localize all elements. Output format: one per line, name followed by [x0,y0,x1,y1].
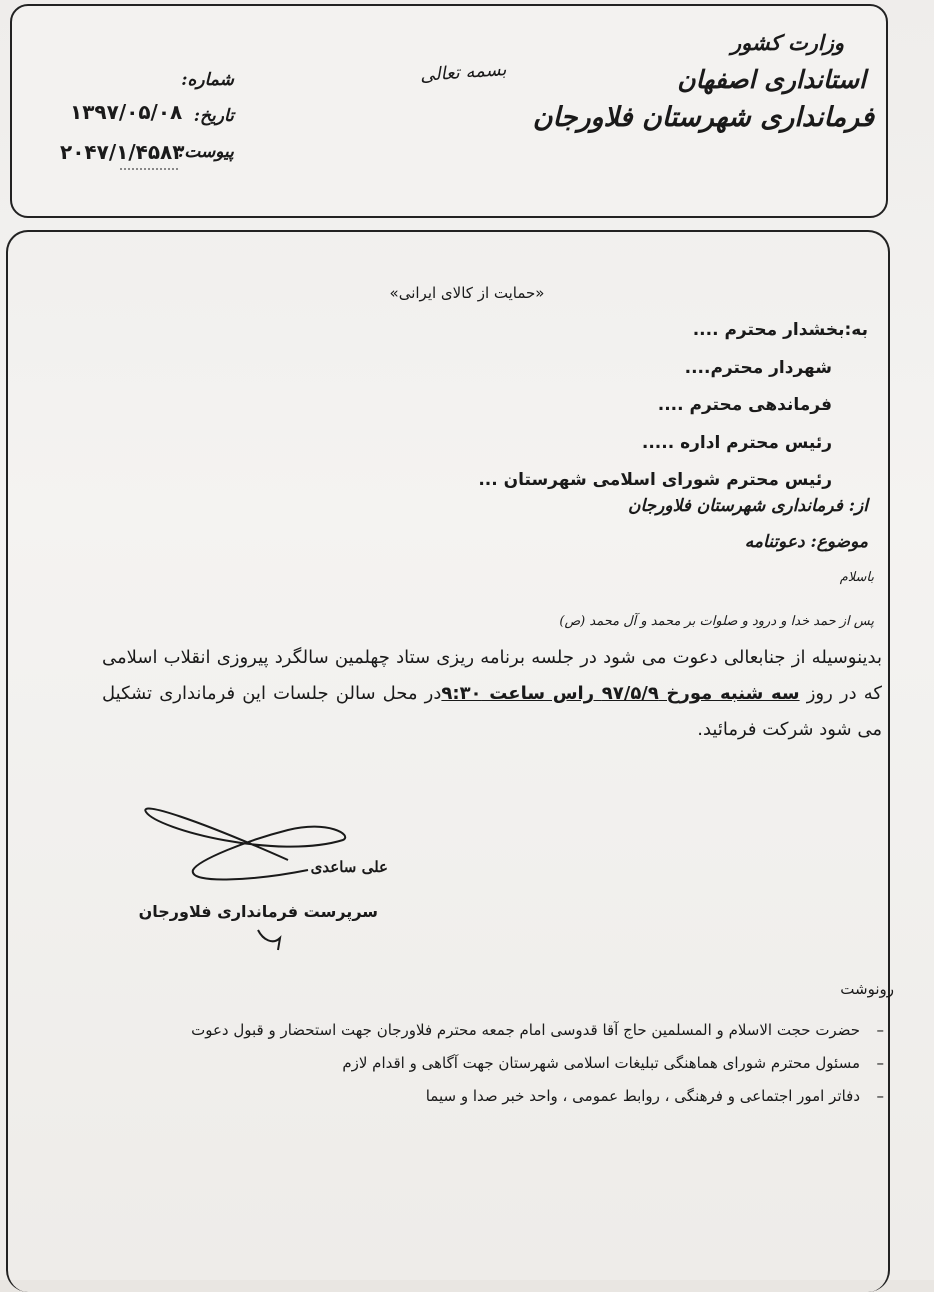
cc-label: رونوشت [840,980,894,998]
recipient-item: بخشدار محترم .... [692,320,845,340]
recipients-block [478,312,868,500]
attachment-dotted-line [120,168,178,170]
meta-values [60,92,184,172]
letterhead-org [533,30,874,133]
signer-name: علی ساعدی [310,858,388,876]
recipient-item: رئیس محترم شورای اسلامی شهرستان ... [478,470,832,490]
signer-title: سرپرست فرمانداری فلاورجان [138,902,378,921]
cc-item [24,1014,884,1047]
meta-labels [178,62,234,170]
meeting-datetime: سه شنبه مورخ ۹۷/۵/۹ راس ساعت ۹:۳۰ [441,683,800,704]
salutation: پس از حمد خدا و درود و صلوات بر محمد و آل محمد (ص) [559,614,874,629]
attachment-label: پیوست: [178,142,234,162]
county-office-name: فرمانداری شهرستان فلاورجان [532,102,874,133]
bismillah: بسمه تعالی [419,59,508,86]
dash-icon: – [876,1021,884,1039]
ministry-name: وزارت کشور [730,30,844,55]
to-label: به: [844,320,868,340]
dash-icon: – [876,1054,884,1072]
recipient-line-1 [478,312,868,350]
recipient-item: رئیس محترم اداره ..... [641,432,832,453]
number-value: ۲۰۴۷/۱/۴۵۸۳ [60,140,185,164]
subject-line: موضوع: دعوتنامه [744,532,868,552]
recipient-item: فرماندهی محترم .... [657,395,832,415]
dash-icon: – [876,1087,884,1105]
cc-item-text: حضرت حجت الاسلام و المسلمین حاج آقا قدوسی امام جمعه محترم فلاورجان جهت استحضار و قبول دعوت [191,1021,860,1039]
recipient-item: شهردار محترم.... [684,357,832,378]
cc-list [24,1014,884,1113]
body-text-part2: در محل سالن جلسات این فرمانداری تشکیل می شود شرکت فرمائید. [102,683,882,740]
cc-item-text: دفاتر امور اجتماعی و فرهنگی ، روابط عمومی ، واحد خبر صدا و سیما [425,1087,860,1105]
from-line: از: فرمانداری شهرستان فلاورجان [627,496,868,516]
body-paragraph [102,640,882,748]
body-text-part1: بدینوسیله از جنابعالی دعوت می شود در جلسه برنامه ریزی ستاد چهلمین سالگرد پیروزی انقلاب اسلامی که در روز [102,647,882,704]
date-value: ۱۳۹۷/۰۵/۰۸ [70,100,183,124]
number-label: شماره: [181,70,234,90]
governorate-name: استانداری اصفهان [677,65,866,94]
slogan: «حمایت از کالای ایرانی» [389,284,545,302]
cc-item-text: مسئول محترم شورای هماهنگی تبلیغات اسلامی شهرستان جهت آگاهی و اقدام لازم [342,1054,860,1072]
cc-item [24,1080,884,1113]
greeting: باسلام [839,570,874,585]
cc-item [24,1047,884,1080]
date-label: تاریخ: [193,106,234,126]
